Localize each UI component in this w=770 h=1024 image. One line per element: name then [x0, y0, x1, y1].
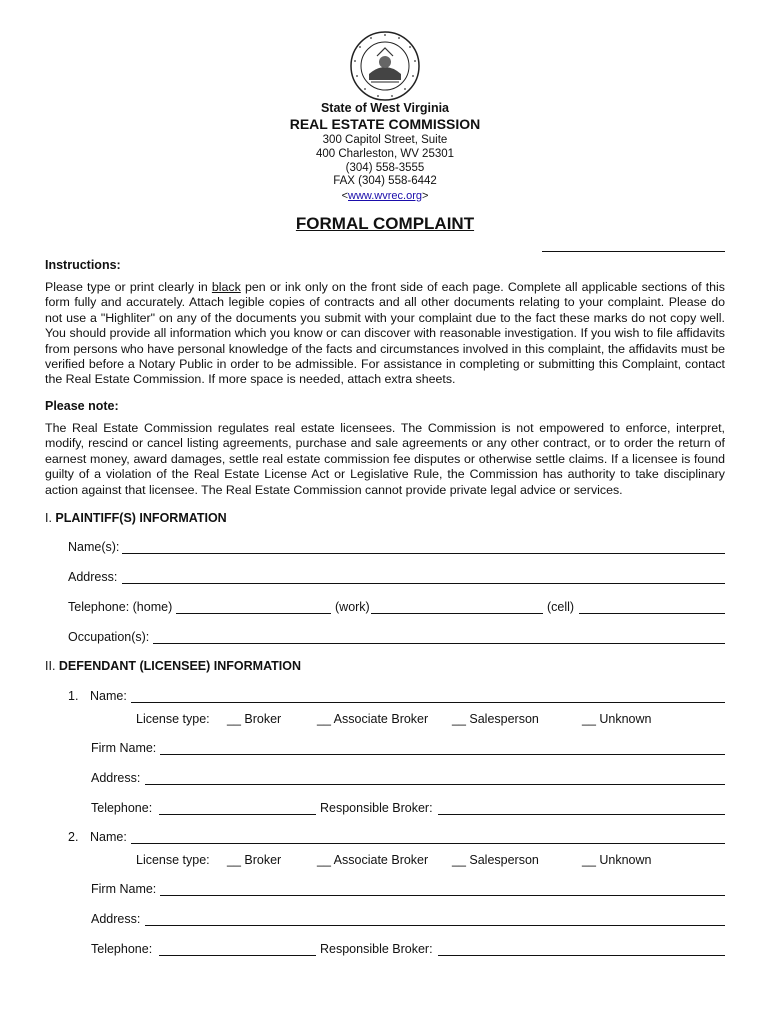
plaintiff-tel-home-field[interactable] — [176, 613, 331, 614]
defendant-section-title: DEFENDANT (LICENSEE) INFORMATION — [58, 659, 302, 673]
defendant-1-firm-label: Firm Name: — [91, 741, 157, 755]
defendant-2-telephone-field[interactable] — [159, 955, 316, 956]
defendant-2-name-label: Name: — [90, 830, 127, 844]
seal-icon — [349, 30, 421, 102]
header-address-1: 300 Capitol Street, Suite — [322, 134, 448, 146]
defendant-2-address-label: Address: — [91, 912, 141, 926]
plaintiff-section-title: PLAINTIFF(S) INFORMATION — [55, 511, 227, 525]
state-seal — [349, 30, 421, 102]
header-address-2: 400 Charleston, WV 25301 — [315, 148, 455, 160]
defendant-1-firm-field[interactable] — [160, 754, 725, 755]
header-fax: FAX (304) 558-6442 — [333, 175, 437, 187]
plaintiff-address-label: Address: — [68, 570, 118, 584]
plaintiff-tel-home-label: Telephone: (home) — [68, 600, 173, 614]
plaintiff-tel-work-label: (work) — [335, 600, 370, 614]
defendant-2-firm-label: Firm Name: — [91, 882, 157, 896]
defendant-1-opt-unknown[interactable]: __ Unknown — [582, 712, 652, 726]
website-link[interactable]: www.wvrec.org — [348, 190, 422, 202]
note-heading: Please note: — [45, 399, 119, 413]
defendant-2-responsible-field[interactable] — [438, 955, 725, 956]
defendant-2-license-label: License type: — [136, 853, 210, 867]
website-bracket-open: < — [341, 190, 349, 202]
header-phone: (304) 558-3555 — [345, 162, 425, 174]
defendant-1-opt-broker[interactable]: __ Broker — [227, 712, 282, 726]
defendant-2-opt-salesperson[interactable]: __ Salesperson — [452, 853, 539, 867]
defendant-2-opt-unknown[interactable]: __ Unknown — [582, 853, 652, 867]
defendant-2-number: 2. — [68, 830, 79, 844]
defendant-section-heading — [45, 659, 301, 673]
header-state: State of West Virginia — [320, 101, 450, 115]
defendant-2-opt-broker[interactable]: __ Broker — [227, 853, 282, 867]
plaintiff-occupation-field[interactable] — [153, 643, 725, 644]
defendant-1-license-label: License type: — [136, 712, 210, 726]
plaintiff-address-field[interactable] — [122, 583, 725, 584]
defendant-1-name-field[interactable] — [131, 702, 725, 703]
defendant-2-responsible-label: Responsible Broker: — [320, 942, 433, 956]
plaintiff-section-num: I. — [45, 511, 56, 525]
plaintiff-section-heading — [45, 511, 227, 525]
header-agency: REAL ESTATE COMMISSION — [289, 116, 481, 132]
defendant-1-responsible-label: Responsible Broker: — [320, 801, 433, 815]
note-text: The Real Estate Commission regulates real estate licensees. The Commission is not empowered to enforce, interpret, modify, rescind or cancel listing agreements, purchase and sale agreements or any other contract, or to order the return of earnest money, award damages, settle real estate commission fee disputes or otherwise settle claims. If a licensee is found guilty of a violation of the Real Estate License Act or Legislative Rule, the Commission has authority to take disciplinary action against that licensee. The Real Estate Commission cannot provide private legal advice or services. — [45, 421, 725, 497]
instructions-text — [45, 280, 725, 388]
defendant-1-number: 1. — [68, 689, 79, 703]
defendant-1-address-label: Address: — [91, 771, 141, 785]
plaintiff-names-field[interactable] — [122, 553, 725, 554]
defendant-1-name-label: Name: — [90, 689, 127, 703]
plaintiff-tel-work-field[interactable] — [371, 613, 543, 614]
defendant-1-telephone-label: Telephone: — [91, 801, 153, 815]
defendant-2-firm-field[interactable] — [160, 895, 725, 896]
defendant-1-address-field[interactable] — [145, 784, 725, 785]
plaintiff-names-label: Name(s): — [68, 540, 120, 554]
defendant-2-name-field[interactable] — [131, 843, 725, 844]
defendant-1-opt-salesperson[interactable]: __ Salesperson — [452, 712, 539, 726]
defendant-2-opt-associate-broker[interactable]: __ Associate Broker — [317, 853, 429, 867]
instructions-heading: Instructions: — [45, 258, 121, 272]
defendant-section-num: II. — [45, 659, 59, 673]
header-website — [0, 190, 770, 202]
defendant-1-responsible-field[interactable] — [438, 814, 725, 815]
instructions-text-black: black — [211, 280, 241, 294]
defendant-2-address-field[interactable] — [145, 925, 725, 926]
instructions-text-part2: pen or ink only on the front side of each page. Complete all applicable sections of this form fully and accurately. Attach legible copies of contracts and all other documents relating to your complaint. Please do not use a "Highliter" on any of the documents you submit with your complaint due to the fact these marks do not copy well. You should provide all information which you know or can discover with reasonable investigation. If you wish to file affidavits from persons who have personal knowledge of the facts and circumstances involved in this complaint, the affidavits must be verified before a Notary Public in order to be admissible. For assistance in completing or submitting this Complaint, contact the Real Estate Commission. If more space is needed, attach extra sheets. — [45, 280, 725, 387]
page-title: FORMAL COMPLAINT — [295, 214, 475, 233]
plaintiff-tel-cell-label: (cell) — [547, 600, 575, 614]
plaintiff-occupation-label: Occupation(s): — [68, 630, 150, 644]
defendant-1-telephone-field[interactable] — [159, 814, 316, 815]
defendant-2-telephone-label: Telephone: — [91, 942, 153, 956]
instructions-text-part1: Please type or print clearly in — [45, 280, 212, 294]
website-bracket-close: > — [421, 190, 429, 202]
plaintiff-tel-cell-field[interactable] — [579, 613, 725, 614]
defendant-1-opt-associate-broker[interactable]: __ Associate Broker — [317, 712, 429, 726]
date-blank-line[interactable] — [542, 251, 725, 252]
